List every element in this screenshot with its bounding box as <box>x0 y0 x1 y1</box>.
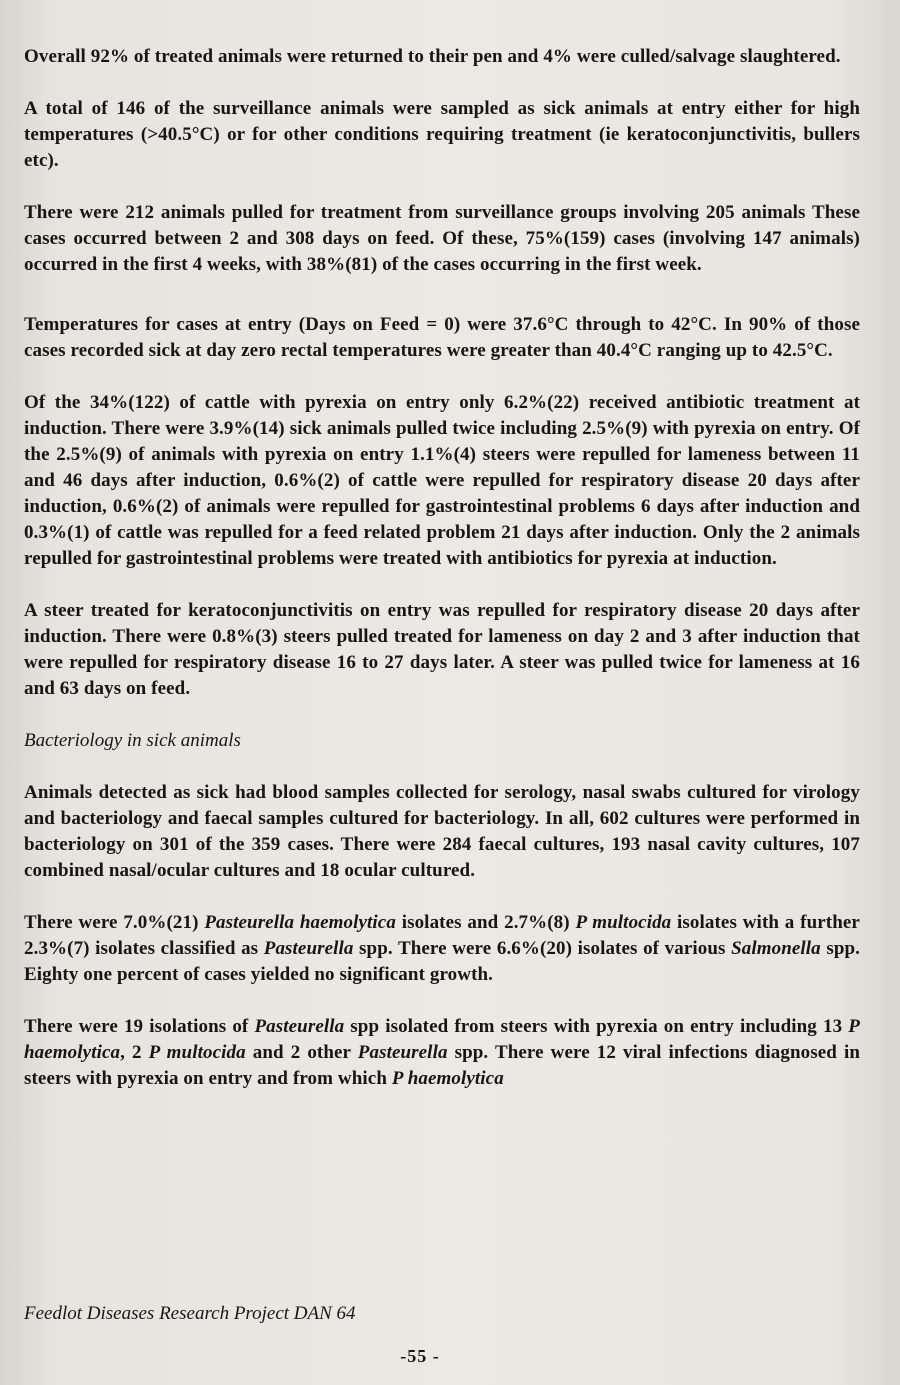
body-text <box>24 44 860 1092</box>
text-run: isolates and 2.7%(8) <box>395 912 576 933</box>
species-name: P haemolytica <box>24 1016 860 1063</box>
text-run: , 2 <box>120 1042 149 1063</box>
paragraph-pyrexia-isolations <box>24 1014 860 1092</box>
paragraph-outcome: Overall 92% of treated animals were returned to their pen and 4% were culled/salvage slaughtered. <box>24 46 841 67</box>
species-name: Salmonella <box>731 938 821 959</box>
species-name: P multocida <box>575 912 672 933</box>
text-run: spp. Eighty one percent of cases yielded no significant growth. <box>24 938 861 985</box>
species-name: Pasteurella <box>357 1042 448 1063</box>
species-name: Pasteurella <box>254 1016 345 1037</box>
paragraph-pulled-for-treatment: There were 212 animals pulled for treatment from surveillance groups involving 205 animals These cases occurred between 2 and 308 days on feed. Of these, 75%(159) cases (involving 147 animals) occurred in the first 4 weeks, with 38%(81) of the cases occurring in the first week. <box>24 202 860 275</box>
page-number: -55 - <box>400 1346 440 1366</box>
paragraph-sampled-at-entry: A total of 146 of the surveillance animals were sampled as sick animals at entry either for high temperatures (>40.5°C) or for other conditions requiring treatment (ie keratoconjunctivitis, bullers etc). <box>24 98 860 171</box>
footer-project-title: Feedlot Diseases Research Project DAN 64 <box>24 1303 356 1324</box>
paragraph-temperatures: Temperatures for cases at entry (Days on Feed = 0) were 37.6°C through to 42°C. In 90% of those cases recorded sick at day zero rectal temperatures were greater than 40.4°C ranging up to 42.5°C. <box>24 314 860 361</box>
paragraph-pyrexia-on-entry: Of the 34%(122) of cattle with pyrexia on entry only 6.2%(22) received antibiotic treatment at induction. There were 3.9%(14) sick animals pulled twice including 2.5%(9) with pyrexia on entry. Of the 2.5%(9) of animals with pyrexia on entry 1.1%(4) steers were repulled for lameness between 11 and 46 days after induction, 0.6%(2) of cattle were repulled for respiratory disease 20 days after induction, 0.6%(2) of animals were repulled for gastrointestinal problems 6 days after induction and 0.3%(1) of cattle was repulled for a feed related problem 21 days after induction. Only the 2 animals repulled for gastrointestinal problems were treated with antibiotics for pyrexia at induction. <box>24 392 860 569</box>
text-run: spp. There were 6.6%(20) isolates of various <box>353 938 732 959</box>
text-run: There were 7.0%(21) <box>24 912 205 933</box>
paragraph-cultures: Animals detected as sick had blood samples collected for serology, nasal swabs cultured for virology and bacteriology and faecal samples cultured for bacteriology. In all, 602 cultures were performed in bacteriology on 301 of the 359 cases. There were 284 faecal cultures, 193 nasal cavity cultures, 107 combined nasal/ocular cultures and 18 ocular cultured. <box>24 782 860 881</box>
text-run: spp isolated from steers with pyrexia on entry including 13 <box>344 1016 849 1037</box>
species-name: P multocida <box>148 1042 246 1063</box>
species-name: Pasteurella haemolytica <box>204 912 396 933</box>
text-run: There were 19 isolations of <box>24 1016 255 1037</box>
text-run: isolates with a further 2.3%(7) isolates classified as <box>24 912 860 959</box>
species-name: P haemolytica <box>391 1068 504 1089</box>
paragraph-isolates <box>24 910 860 988</box>
species-name: Pasteurella <box>263 938 354 959</box>
text-run: and 2 other <box>245 1042 358 1063</box>
section-subheading: Bacteriology in sick animals <box>24 730 241 751</box>
text-run: spp. There were 12 viral infections diagnosed in steers with pyrexia on entry and from which <box>24 1042 860 1089</box>
paragraph-repulled-steers: A steer treated for keratoconjunctivitis on entry was repulled for respiratory disease 20 days after induction. There were 0.8%(3) steers pulled treated for lameness on day 2 and 3 after induction that were repulled for respiratory disease 16 to 27 days later. A steer was pulled twice for lameness at 16 and 63 days on feed. <box>24 600 860 699</box>
